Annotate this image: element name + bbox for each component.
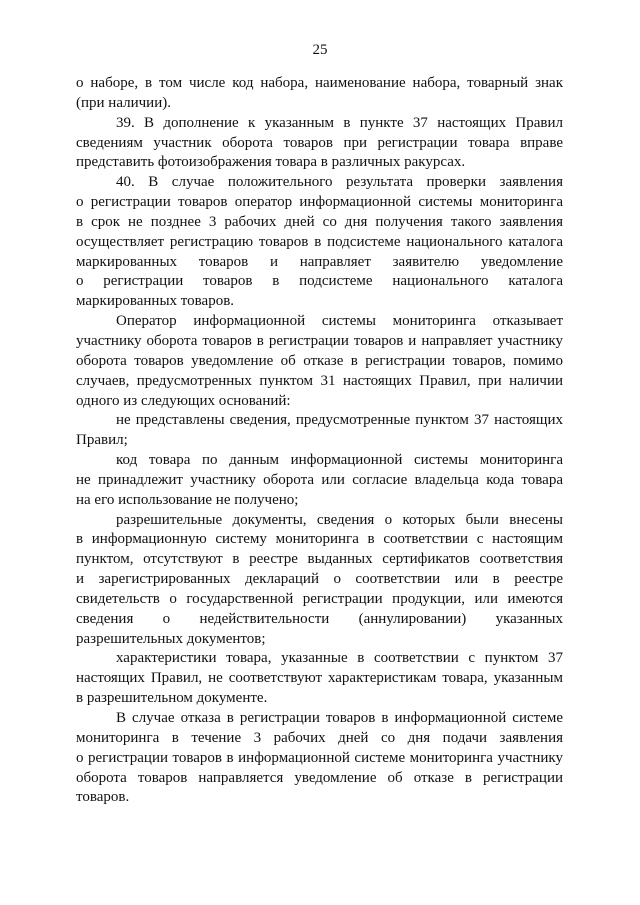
text-line: В случае отказа в регистрации товаров в информационной системе	[116, 710, 563, 726]
text-line: о регистрации товаров в подсистеме национального каталога	[76, 273, 563, 290]
text-line: в информационную систему мониторинга в соответствии с настоящим	[76, 531, 563, 548]
page-number: 25	[312, 42, 328, 58]
text-line: о регистрации товаров оператор информационной системы мониторинга	[76, 194, 563, 211]
text-line: настоящих Правил, не соответствуют характеристикам товара, указанным	[76, 670, 563, 687]
text-line: товаров.	[76, 789, 130, 806]
text-line: в срок не позднее 3 рабочих дней со дня получения такого заявления	[76, 213, 563, 230]
text-line: разрешительных документов;	[76, 630, 266, 647]
text-line: оборота товаров уведомление об отказе в регистрации товаров, помимо	[76, 352, 563, 369]
text-line: участнику оборота товаров в регистрации товаров и направляет участнику	[76, 332, 563, 349]
text-line: разрешительные документы, сведения о которых были внесены	[116, 511, 563, 528]
text-line: код товара по данным информационной системы мониторинга	[116, 452, 563, 469]
text-line: не принадлежит участнику оборота или согласие владельца кода товара	[76, 471, 563, 488]
text-line: (при наличии).	[76, 94, 171, 111]
text-line: случаев, предусмотренных пунктом 31 настоящих Правил, при наличии	[76, 372, 563, 389]
text-line: Правил;	[76, 432, 128, 449]
text-line: мониторинга в течение 3 рабочих дней со дня подачи заявления	[76, 729, 563, 746]
text-line: сведениям участник оборота товаров при регистрации товара вправе	[76, 134, 563, 151]
document-body	[76, 74, 563, 808]
text-line: о регистрации товаров в информационной системе мониторинга участнику	[76, 749, 563, 766]
text-line: на его использование не получено;	[76, 491, 299, 508]
text-line: пунктом, отсутствуют в реестре выданных сертификатов соответствия	[76, 551, 563, 568]
text-line: не представлены сведения, предусмотренные пунктом 37 настоящих	[116, 412, 563, 429]
text-line: сведения о недействительности (аннулировании) указанных	[76, 610, 563, 627]
text-line: 40. В случае положительного результата проверки заявления	[116, 174, 563, 191]
text-line: 39. В дополнение к указанным в пункте 37 настоящих Правил	[116, 114, 563, 131]
text-line: представить фотоизображения товара в различных ракурсах.	[76, 154, 466, 171]
text-line: маркированных товаров.	[76, 293, 235, 310]
text-line: оборота товаров направляется уведомление об отказе в регистрации	[76, 769, 563, 786]
text-line: характеристики товара, указанные в соответствии с пунктом 37	[116, 650, 563, 667]
text-line: о наборе, в том числе код набора, наименование набора, товарный знак	[76, 75, 563, 91]
text-line: Оператор информационной системы мониторинга отказывает	[116, 313, 563, 330]
text-line: и зарегистрированных деклараций о соответствии или в реестре	[76, 571, 563, 588]
text-line: в разрешительном документе.	[76, 690, 268, 707]
text-line: маркированных товаров и направляет заявителю уведомление	[76, 253, 563, 270]
text-line: свидетельств о государственной регистрации продукции, или имеются	[76, 590, 563, 607]
text-line: одного из следующих оснований:	[76, 392, 291, 409]
text-line: осуществляет регистрацию товаров в подсистеме национального каталога	[76, 233, 563, 250]
